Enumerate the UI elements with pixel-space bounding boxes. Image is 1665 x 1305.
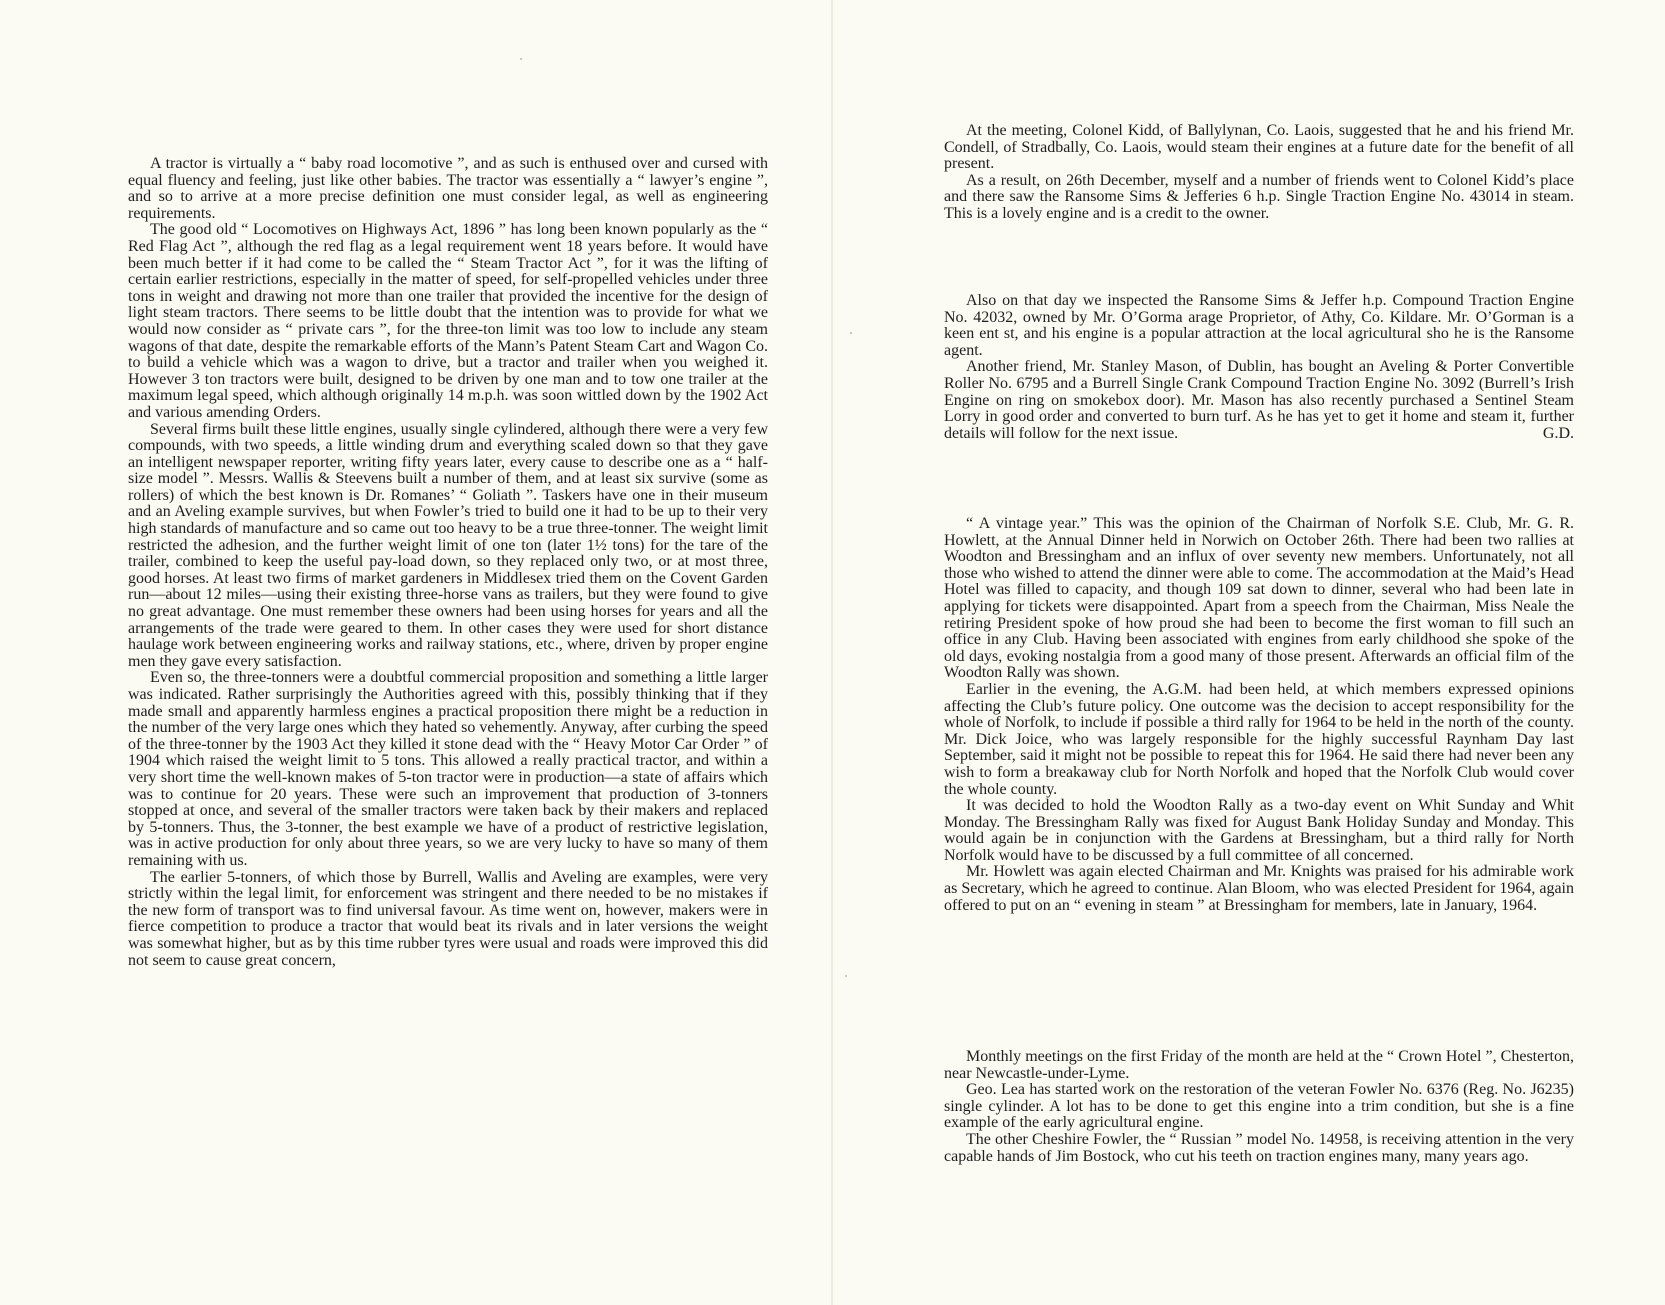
norfolk-club-section [944,516,1574,914]
section-paragraph: As a result, on 26th December, myself and a number of friends went to Colonel Kidd’s place and there saw the Ransome Sims & Jefferies 6 h.p. Single Traction Engine No. 43014 in steam. This is a lovely engine and is a credit to the owner. [944,171,1574,222]
section-paragraph: Another friend, Mr. Stanley Mason, of Dublin, has bought an Aveling & Porter Convertible Roller No. 6795 and a Burrell Single Crank Compound Traction Engine No. 3092 (Burrell’s Irish Engine on ring on smokebox door). Mr. Mason has also recently purchased a Sentinel Steam Lorry in good order and converted to burn turf. As he has yet to get it home and steam it, further details will follow for the next issue. [944,358,1574,442]
section-paragraph: Mr. Howlett was again elected Chairman and Mr. Knights was praised for his admirable work as Secretary, which he agreed to continue. Alan Bloom, who was elected President for 1964, again offered to put on an “ evening in steam ” at Bressingham for members, late in January, 1964. [944,863,1574,914]
article-paragraph: The good old “ Locomotives on Highways Act, 1896 ” has long been known popularly as the “ Red Flag Act ”, although the red flag as a legal requirement went 18 years before. It would have been much better if it had come to be called the “ Steam Tractor Act ”, for it was the lifting of certain earlier restrictions, especially in the matter of speed, for self-propelled vehicles under three tons in weight and drawing not more than one trailer that provided the incentive for the design of light steam tractors. There seems to be little doubt that the intention was to provide for what we would now consider as “ private cars ”, for the three-ton limit was too low to include any steam wagons of that date, despite the remarkable efforts of the Mann’s Patent Steam Cart and Wagon Co. to build a vehicle which was a wagon to drive, but a tractor and trailer when you weighed it. However 3 ton tractors were built, designed to be driven by one man and to tow one trailer at the maximum legal speed, which although originally 14 m.p.h. was soon wittled down by the 1902 Act and various amending Orders. [128,221,768,421]
section-paragraph: Geo. Lea has started work on the restoration of the veteran Fowler No. 6376 (Reg. No. J6235) single cylinder. A lot has to be done to get this engine into a trim condition, but she is a fine example of the early agricultural engine. [944,1081,1574,1132]
section-paragraph: At the meeting, Colonel Kidd, of Ballylynan, Co. Laois, suggested that he and his friend Mr. Condell, of Stradbally, Co. Laois, would steam their engines at a future date for the benefit of all present. [944,122,1574,173]
right-page [832,0,1665,1305]
section-paragraph: Also on that day we inspected the Ransome Sims & Jeffer h.p. Compound Traction Engine No. 42032, owned by Mr. O’Gorma arage Proprietor, of Athy, Co. Kildare. Mr. O’Gorman is a keen ent st, and his engine is a popular attraction at the local agricultural sho he is the Ransome agent. [944,292,1574,359]
kidd-rally-section [944,123,1574,223]
cheshire-section [944,1049,1574,1165]
article-paragraph: The earlier 5-tonners, of which those by Burrell, Wallis and Aveling are examples, were very strictly within the legal limit, for enforcement was stringent and there needed to be no mistakes if the new form of transport was to find universal favour. As time went on, however, makers were in fierce competition to produce a tractor that would beat its rivals and in later versions the weight was somewhat higher, but as by this time rubber tyres were usual and roads were improved this did not seem to cause great concern, [128,868,768,969]
section-paragraph: The other Cheshire Fowler, the “ Russian ” model No. 14958, is receiving attention in the very capable hands of Jim Bostock, who cut his teeth on traction engines many, many years ago. [944,1130,1574,1165]
article-paragraph: A tractor is virtually a “ baby road locomotive ”, and as such is enthused over and cursed with equal fluency and feeling, just like other babies. The tractor was essentially a “ lawyer’s engine ”, and so to arrive at a more precise definition one must consider legal, as well as engineering requirements. [128,155,768,222]
tractor-article [128,156,768,969]
article-paragraph: Several firms built these little engines, usually single cylindered, although there were a very few compounds, with two speeds, a little winding drum and everything scaled down so that they gave an intelligent newspaper reporter, writing fifty years later, every cause to describe one as a “ half-size model ”. Messrs. Wallis & Steevens built a number of them, and at least six survive (some as rollers) of which the best known is Dr. Romanes’ “ Goliath ”. Taskers have one in their museum and an Aveling example survives, but when Fowler’s tried to build one it had to be up to their very high standards of manufacture and so came out too heavy to be a true three-tonner. The weight limit restricted the adhesion, and the further weight limit of one ton (later 1½ tons) for the tare of the trailer, combined to keep the useful pay-load down, so they replaced only two, or at most three, good horses. At least two firms of market gardeners in Middlesex tried them on the Covent Garden run—about 12 miles—using their existing three-horse vans as trailers, but they were found to give no great advantage. One must remember these owners had been using horses for years and all the arrangements of the trade were geared to them. In other cases they were used for short distance haulage work between engineering works and railway stations, etc., where, driven by proper engine men they gave every satisfaction. [128,420,768,670]
left-page [0,0,832,1305]
paper-speck [850,332,852,334]
section-paragraph: Monthly meetings on the first Friday of the month are held at the “ Crown Hotel ”, Chesterton, near Newcastle-under-Lyme. [944,1048,1574,1082]
ogorman-mason-section [944,293,1574,442]
section-paragraph: Earlier in the evening, the A.G.M. had been held, at which members expressed opinions affecting the Club’s future policy. One outcome was the decision to accept responsibility for the whole of Norfolk, to include if possible a third rally for 1964 to be held in the north of the county. Mr. Dick Joice, who was largely responsible for the highly successful Raynham Day last September, said it might not be possible to repeat this for 1964. He said there had never been any wish to form a breakaway club for North Norfolk and hoped that the Norfolk Club would cover the whole county. [944,680,1574,798]
author-initials: G.D. [1542,424,1574,442]
article-paragraph: Even so, the three-tonners were a doubtful commercial proposition and something a little larger was indicated. Rather surprisingly the Authorities agreed with this, possibly thinking that if they made small and apparently harmless engines a practical proposition there might be a reduction in the number of the very large ones which they hated so vehemently. Anyway, after curbing the speed of the three-tonner by the 1903 Act they killed it stone dead with the “ Heavy Motor Car Order ” of 1904 which raised the weight limit to 5 tons. This allowed a really practical tractor, and within a very short time the well-known makes of 5-ton tractor were in production—a state of affairs which was to continue for 20 years. These were such an improvement that production of 3-tonners stopped at once, and several of the smaller tractors were taken back by their makers and replaced by 5-tonners. Thus, the 3-tonner, the best example we have of a product of restrictive legislation, was in active production for only about three years, so we are very lucky to have so many of them remaining with us. [128,669,768,869]
section-paragraph: It was decided to hold the Woodton Rally as a two-day event on Whit Sunday and Whit Monday. The Bressingham Rally was fixed for August Bank Holiday Sunday and Monday. This would again be in conjunction with the Gardens at Bressingham, but a third rally for North Norfolk would have to be discussed by a full committee of all concerned. [944,797,1574,864]
paper-speck [845,975,847,977]
section-paragraph: “ A vintage year.” This was the opinion of the Chairman of Norfolk S.E. Club, Mr. G. R. Howlett, at the Annual Dinner held in Norwich on October 26th. There had been two rallies at Woodton and Bressingham and an influx of over seventy new members. Unfortunately, not all those who wished to attend the dinner were able to come. The accommodation at the Maid’s Head Hotel was filled to capacity, and though 109 sat down to dinner, several who had been late in applying for tickets were disappointed. Apart from a speech from the Chairman, Miss Neale the retiring President spoke of how proud she had been to become the first woman to fill such an office in any Club. Having been associated with engines from early childhood she spoke of the old days, evoking nostalgia from a good many of those present. Afterwards an official film of the Woodton Rally was shown. [944,515,1574,682]
paper-speck [520,58,522,60]
